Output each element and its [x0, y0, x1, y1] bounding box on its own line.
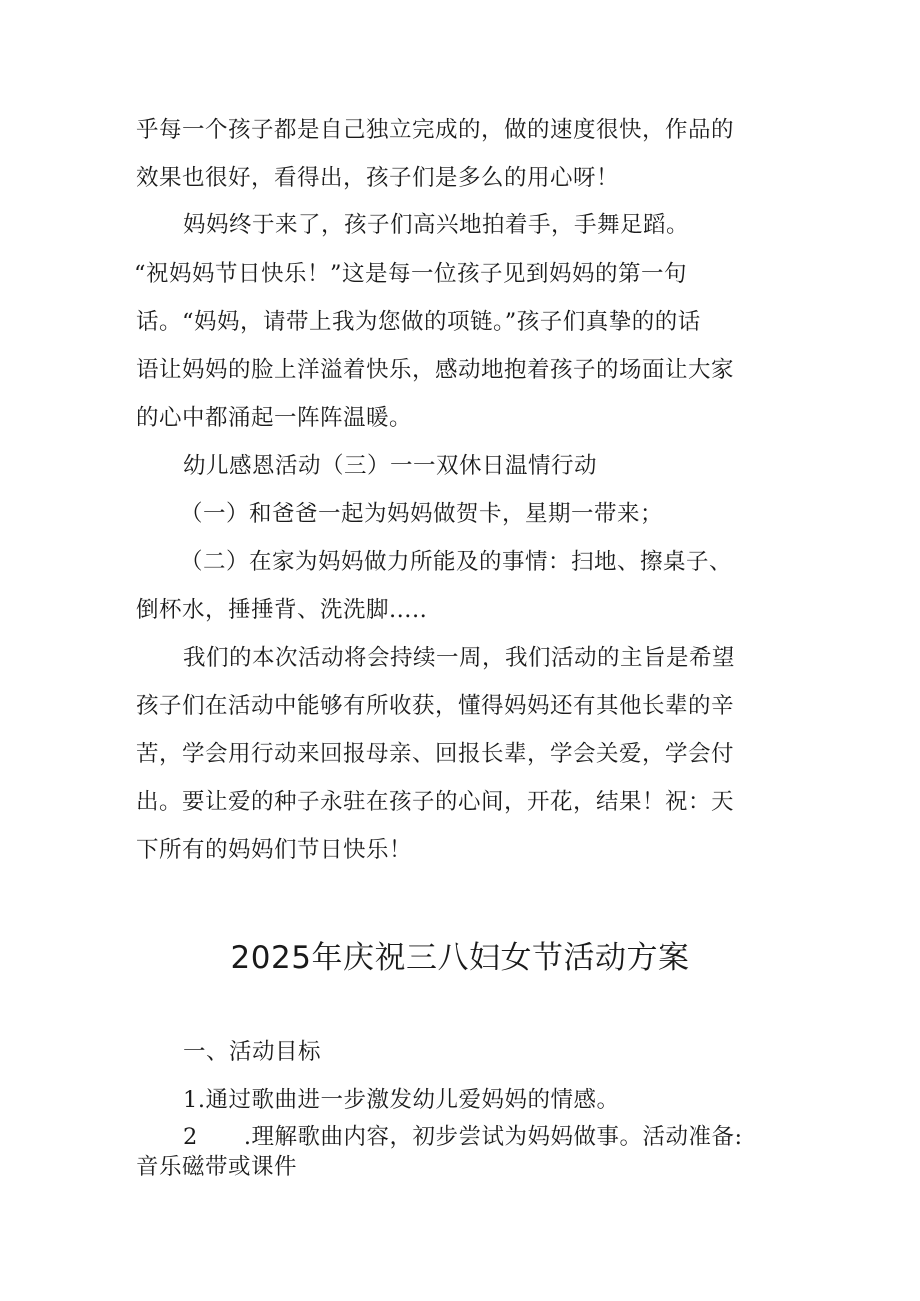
paragraph-line: 乎每一个孩子都是自己独立完成的，做的速度很快，作品的: [136, 117, 735, 143]
paragraph-line: 出。要让爱的种子永驻在孩子的心间，开花，结果！祝：天: [136, 789, 735, 815]
paragraph-line: 语让妈妈的脸上洋溢着快乐，感动地抱着孩子的场面让大家: [136, 357, 735, 383]
section-heading: 一、活动目标: [183, 1039, 322, 1065]
paragraph-line: 下所有的妈妈们节日快乐！: [136, 837, 413, 863]
paragraph-line: 我们的本次活动将会持续一周，我们活动的主旨是希望: [183, 645, 736, 671]
paragraph-line: 效果也很好，看得出，孩子们是多么的用心呀！: [136, 165, 620, 191]
paragraph-line: 音乐磁带或课件: [136, 1154, 298, 1180]
paragraph-line: 幼儿感恩活动（三）一一双休日温情行动: [183, 453, 598, 479]
paragraph-line: 的心中都涌起一阵阵温暖。: [136, 405, 413, 431]
paragraph-line: 苦，学会用行动来回报母亲、回报长辈，学会关爱，学会付: [136, 741, 735, 767]
paragraph-line: 倒杯水，捶捶背、洗洗脚.....: [136, 597, 428, 623]
list-item: （一）和爸爸一起为妈妈做贺卡，星期一带来；: [180, 501, 664, 527]
section-title: 2025年庆祝三八妇女节活动方案: [230, 940, 690, 976]
list-item: （二）在家为妈妈做力所能及的事情：扫地、擦桌子、: [180, 549, 733, 575]
list-item: 1.通过歌曲进一步激发幼儿爱妈妈的情感。: [183, 1087, 620, 1113]
paragraph-line: 孩子们在活动中能够有所收获，懂得妈妈还有其他长辈的辛: [136, 693, 735, 719]
paragraph-line: “祝妈妈节日快乐！”这是每一位孩子见到妈妈的第一句: [134, 261, 688, 287]
paragraph-line: 妈妈终于来了，孩子们高兴地拍着手，手舞足蹈。: [183, 212, 690, 238]
list-item: 2 .理解歌曲内容，初步尝试为妈妈做事。活动准备:: [183, 1124, 743, 1150]
paragraph-line: 话。“妈妈，请带上我为您做的项链。”孩子们真挚的的话: [136, 309, 701, 335]
